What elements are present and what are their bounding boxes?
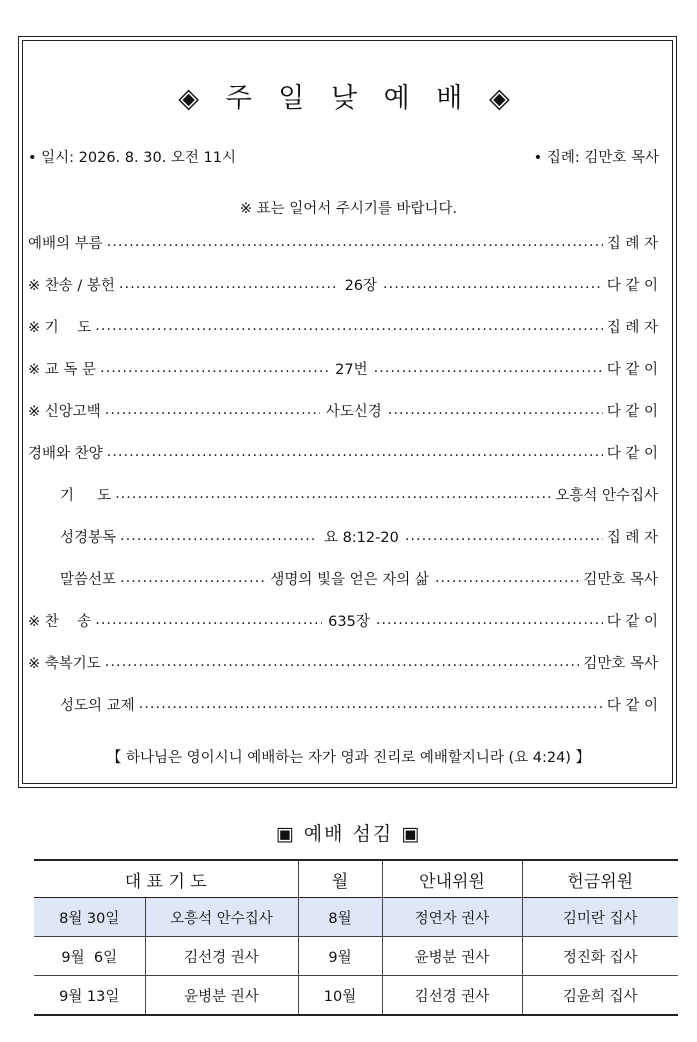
usher: 윤병분 권사 <box>382 937 522 976</box>
schedule-title: ▣ 예배 섬김 ▣ <box>275 823 422 845</box>
order-item-leader: 오흥석 안수집사 <box>555 487 658 504</box>
usher: 김선경 권사 <box>382 976 522 1016</box>
order-item-label: 예배의 부름 <box>28 235 103 252</box>
header-usher: 안내위원 <box>382 860 522 898</box>
table-row <box>34 976 678 1016</box>
header-prayer: 대 표 기 도 <box>34 860 298 898</box>
order-item-label: 경배와 찬양 <box>28 445 103 462</box>
dot-leader <box>115 486 551 502</box>
dot-leader <box>120 570 264 586</box>
order-item-leader: 김만호 목사 <box>583 571 658 588</box>
order-item-label: 성경봉독 <box>60 529 117 546</box>
order-item-detail: 사도신경 <box>325 403 382 420</box>
prayer-date: 9월 6일 <box>34 937 145 976</box>
month: 8월 <box>298 898 382 937</box>
order-item <box>28 315 658 337</box>
order-item-detail: 요 8:12-20 <box>323 529 399 546</box>
order-item-leader: 다 같 이 <box>606 361 658 378</box>
prayer-date: 8월 30일 <box>34 898 145 937</box>
order-item <box>60 693 658 715</box>
dot-leader <box>105 402 320 418</box>
dot-leader <box>107 234 603 250</box>
order-item-leader: 김만호 목사 <box>583 655 658 672</box>
service-date: • 일시: 2026. 8. 30. 오전 11시 <box>28 150 236 166</box>
order-item <box>60 483 658 505</box>
order-item-leader: 다 같 이 <box>606 697 658 714</box>
order-item-label: ※ 기 도 <box>28 319 92 336</box>
standing-notice: ※ 표는 일어서 주시기를 바랍니다. <box>239 201 458 217</box>
order-item-label: 말씀선포 <box>60 571 117 588</box>
table-row <box>34 898 678 937</box>
dot-leader <box>95 612 322 628</box>
order-item-leader: 다 같 이 <box>606 445 658 462</box>
order-item-label: ※ 축복기도 <box>28 655 101 672</box>
dot-leader <box>107 444 603 460</box>
order-item-leader: 다 같 이 <box>606 277 658 294</box>
prayer-leader: 김선경 권사 <box>145 937 298 976</box>
offering-steward: 정진화 집사 <box>522 937 678 976</box>
order-item-detail: 생명의 빛을 얻은 자의 삶 <box>270 571 429 588</box>
order-item <box>60 567 658 589</box>
dot-leader <box>374 360 603 376</box>
service-presider: • 집례: 김만호 목사 <box>533 150 659 166</box>
dot-leader <box>100 360 329 376</box>
dot-leader <box>119 276 339 292</box>
order-item <box>28 441 658 463</box>
dot-leader <box>383 276 603 292</box>
dot-leader <box>435 570 579 586</box>
order-item-leader: 집 례 자 <box>606 319 658 336</box>
service-title: ◈ 주 일 낮 예 배 ◈ <box>178 83 519 114</box>
order-item-leader: 집 례 자 <box>606 529 658 546</box>
dot-leader <box>139 696 603 712</box>
header-offering: 헌금위원 <box>522 860 678 898</box>
schedule-header-row <box>34 860 678 898</box>
order-item <box>28 231 658 253</box>
order-item-detail: 27번 <box>335 361 368 378</box>
order-item-label: ※ 찬송 / 봉헌 <box>28 277 115 294</box>
order-item <box>28 273 658 295</box>
service-schedule-table <box>34 859 678 1016</box>
prayer-leader: 오흥석 안수집사 <box>145 898 298 937</box>
order-item-leader: 다 같 이 <box>606 403 658 420</box>
order-item <box>28 609 658 631</box>
prayer-date: 9월 13일 <box>34 976 145 1016</box>
scripture-verse: 【 하나님은 영이시니 예배하는 자가 영과 진리로 예배할지니라 (요 4:24) 】 <box>106 750 591 766</box>
usher: 정연자 권사 <box>382 898 522 937</box>
dot-leader <box>105 654 580 670</box>
dot-leader <box>120 528 318 544</box>
order-item <box>28 357 658 379</box>
dot-leader <box>388 402 603 418</box>
prayer-leader: 윤병분 권사 <box>145 976 298 1016</box>
header-month: 월 <box>298 860 382 898</box>
offering-steward: 김윤희 집사 <box>522 976 678 1016</box>
order-item-label: ※ 신앙고백 <box>28 403 101 420</box>
order-item <box>28 399 658 421</box>
dot-leader <box>95 318 603 334</box>
dot-leader <box>376 612 603 628</box>
order-item-leader: 집 례 자 <box>606 235 658 252</box>
order-item-detail: 26장 <box>344 277 378 294</box>
order-item-label: ※ 교 독 문 <box>28 361 96 378</box>
offering-steward: 김미란 집사 <box>522 898 678 937</box>
dot-leader <box>405 528 603 544</box>
table-row <box>34 937 678 976</box>
month: 9월 <box>298 937 382 976</box>
order-item-label: 성도의 교제 <box>60 697 135 714</box>
order-item-leader: 다 같 이 <box>606 613 658 630</box>
order-item-label: 기 도 <box>60 487 112 504</box>
order-item-label: ※ 찬 송 <box>28 613 92 630</box>
order-item-detail: 635장 <box>328 613 370 630</box>
order-item <box>60 525 658 547</box>
order-item <box>28 651 658 673</box>
month: 10월 <box>298 976 382 1016</box>
